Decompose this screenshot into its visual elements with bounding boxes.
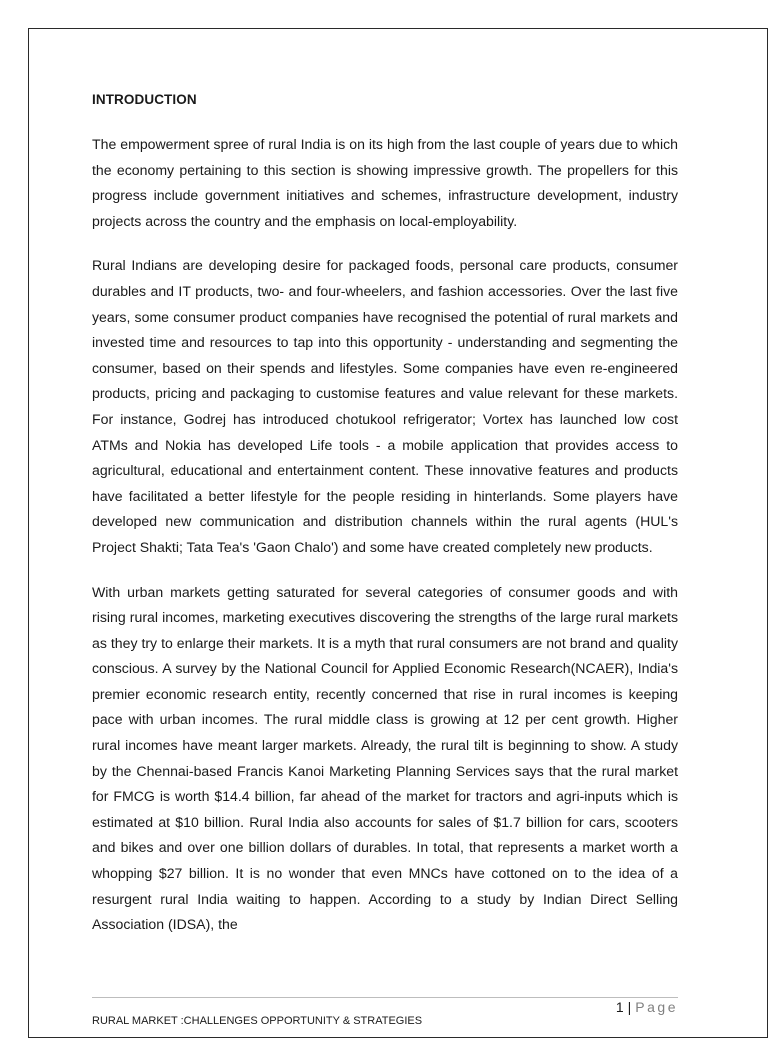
page-number-footer (616, 999, 678, 1015)
page-number: 1 (615, 999, 624, 1015)
page-label: Page (635, 999, 678, 1015)
paragraph-1: The empowerment spree of rural India is on its high from the last couple of years due to which the economy pertaining to this section is showing impressive growth. The propellers for this progress include government initiatives and schemes, infrastructure development, industry projects across the country and the emphasis on local-employability. (92, 136, 678, 229)
footer-divider (92, 997, 678, 998)
page-separator: | (627, 999, 632, 1015)
document-body (92, 92, 678, 957)
paragraph-3: With urban markets getting saturated for several categories of consumer goods and with rising rural incomes, marketing executives discovering the strengths of the large rural markets as they try to enlarge their markets. It is a myth that rural consumers are not brand and quality conscious. A survey by the National Council for Applied Economic Research(NCAER), India's premier economic research entity, recently concerned that rise in rural incomes is keeping pace with urban incomes. The rural middle class is growing at 12 per cent growth. Higher rural incomes have meant larger markets. Already, the rural tilt is beginning to show. A study by the Chennai-based Francis Kanoi Marketing Planning Services says that the rural market for FMCG is worth $14.4 billion, far ahead of the market for tractors and agri-inputs which is estimated at $10 billion. Rural India also accounts for sales of $1.7 billion for cars, scooters and bikes and over one billion dollars of durables. In total, that represents a market worth a whopping $27 billion. It is no wonder that even MNCs have cottoned on to the idea of a resurgent rural India waiting to happen. According to a study by Indian Direct Selling Association (IDSA), the (92, 583, 678, 933)
paragraph-2: Rural Indians are developing desire for packaged foods, personal care products, consumer durables and IT products, two- and four-wheelers, and fashion accessories. Over the last five years, some consumer product companies have recognised the potential of rural markets and invested time and resources to tap into this opportunity - understanding and segmenting the consumer, based on their spends and lifestyles. Some companies have even re-engineered products, pricing and packaging to customise features and value relevant for these markets. For instance, Godrej has introduced chotukool refrigerator; Vortex has launched low cost ATMs and Nokia has developed Life tools - a mobile application that provides access to agricultural, educational and entertainment content. These innovative features and products have facilitated a better lifestyle for the people residing in hinterlands. Some players have developed new communication and distribution channels within the rural agents (HUL's Project Shakti; Tata Tea's 'Gaon Chalo') and some have created completely new products. (92, 257, 678, 555)
section-heading: INTRODUCTION (92, 92, 197, 107)
running-footer-title: RURAL MARKET :CHALLENGES OPPORTUNITY & STRATEGIES (92, 1015, 423, 1027)
